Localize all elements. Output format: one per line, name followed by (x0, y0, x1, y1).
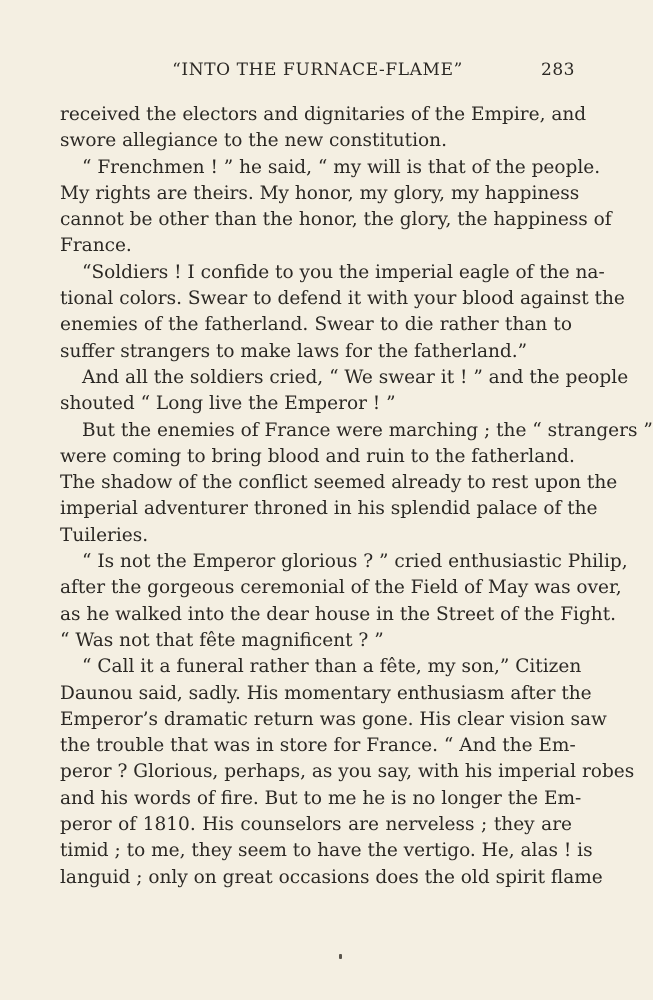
text-line: and his words of fire. But to me he is no longer the Em- (60, 787, 582, 809)
ink-speck (339, 954, 342, 959)
text-line: after the gorgeous ceremonial of the Field of May was over, (60, 577, 622, 599)
text-line: My rights are theirs. My honor, my glory, my happiness (60, 182, 580, 204)
text-line: Daunou said, sadly. His momentary enthusiasm after the (60, 682, 592, 704)
running-title: “INTO THE FURNACE-FLAME” (172, 60, 463, 80)
text-line: “ Was not that fête magnificent ? ” (60, 629, 384, 651)
text-line: as he walked into the dear house in the Street of the Fight. (60, 603, 617, 625)
text-line: received the electors and dignitaries of the Empire, and (60, 104, 587, 125)
text-line: “ Is not the Emperor glorious ? ” cried enthusiastic Philip, (82, 551, 628, 573)
text-line: suffer strangers to make laws for the fatherland.” (60, 340, 528, 362)
text-line: imperial adventurer throned in his splendid palace of the (60, 498, 598, 520)
page-number: 283 (541, 60, 575, 80)
text-line: “ Call it a funeral rather than a fête, my son,” Citizen (82, 656, 582, 678)
text-line: tional colors. Swear to defend it with your blood against the (60, 288, 625, 310)
body-text (60, 102, 653, 891)
text-line: the trouble that was in store for France. “ And the Em- (60, 735, 576, 757)
text-line: “Soldiers ! I confide to you the imperial eagle of the na- (82, 261, 605, 283)
text-line: languid ; only on great occasions does the old spirit flame (60, 866, 603, 888)
text-line: cannot be other than the honor, the glory, the happiness of (60, 209, 612, 231)
text-line: swore allegiance to the new constitution. (60, 130, 447, 152)
text-line: enemies of the fatherland. Swear to die rather than to (60, 314, 572, 336)
text-line: shouted “ Long live the Emperor ! ” (60, 393, 396, 415)
text-line: timid ; to me, they seem to have the vertigo. He, alas ! is (60, 840, 593, 862)
text-line: The shadow of the conflict seemed already to rest upon the (60, 472, 618, 494)
text-line: Tuileries. (60, 524, 149, 546)
text-line: But the enemies of France were marching ; the “ strangers ” (82, 419, 653, 441)
text-line: “ Frenchmen ! ” he said, “ my will is that of the people. (82, 156, 601, 178)
text-line: Emperor’s dramatic return was gone. His clear vision saw (60, 708, 607, 730)
text-line: were coming to bring blood and ruin to the fatherland. (60, 445, 575, 467)
text-line: And all the soldiers cried, “ We swear it ! ” and the people (82, 366, 629, 388)
text-line: peror ? Glorious, perhaps, as you say, with his imperial robes (60, 761, 635, 783)
running-head (60, 60, 575, 84)
text-line: peror of 1810. His counselors are nerveless ; they are (60, 814, 572, 836)
text-line: France. (60, 235, 132, 257)
